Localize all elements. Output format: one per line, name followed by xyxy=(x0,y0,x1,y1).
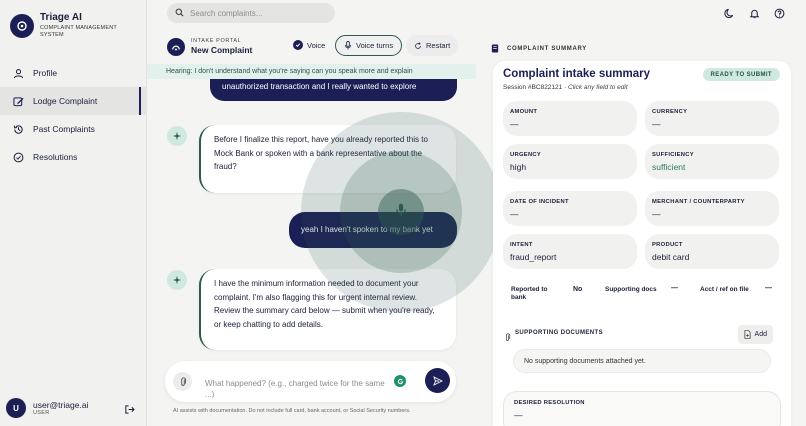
restart-button[interactable] xyxy=(406,35,458,56)
field-urgency[interactable] xyxy=(503,144,637,179)
add-document-button[interactable] xyxy=(738,325,773,344)
supporting-docs-value[interactable]: — xyxy=(671,285,678,292)
page-title: New Complaint xyxy=(191,45,253,55)
field-label: MERCHANT / COUNTERPARTY xyxy=(652,199,745,205)
sparkle-icon xyxy=(167,270,187,290)
field-label: SUFFICIENCY xyxy=(652,152,694,158)
top-actions xyxy=(711,6,786,20)
grammar-assist-icon[interactable] xyxy=(394,375,406,387)
sidebar-item-lodge-complaint[interactable] xyxy=(0,87,147,115)
check-circle-icon xyxy=(12,151,24,163)
search-bar[interactable] xyxy=(167,3,335,23)
bell-icon[interactable] xyxy=(747,6,761,20)
sidebar-item-label: Resolutions xyxy=(33,152,78,162)
field-value: — xyxy=(514,410,523,420)
sidebar-item-profile[interactable] xyxy=(0,59,147,87)
assistant-message: Before I finalize this report, have you already reported this to Mock Bank or spoken with a bank representative about the fraud? xyxy=(199,125,456,193)
microphone-icon xyxy=(344,41,352,50)
user-icon xyxy=(12,67,24,79)
complaint-summary-card xyxy=(493,61,791,426)
field-label: URGENCY xyxy=(510,152,542,158)
field-value: fraud_report xyxy=(510,252,557,262)
message-input[interactable] xyxy=(205,378,391,398)
document-icon xyxy=(491,40,499,58)
portal-label: INTAKE PORTAL xyxy=(191,38,242,44)
logout-icon[interactable] xyxy=(124,402,135,413)
search-input[interactable] xyxy=(190,9,330,18)
summary-flags xyxy=(503,280,783,306)
field-desired-resolution[interactable] xyxy=(503,391,781,426)
field-currency[interactable] xyxy=(645,101,779,136)
summary-section-header: COMPLAINT SUMMARY xyxy=(491,40,587,58)
field-product[interactable] xyxy=(645,234,779,269)
sidebar xyxy=(0,0,147,426)
field-amount[interactable] xyxy=(503,101,637,136)
send-icon xyxy=(433,376,443,386)
restart-label: Restart xyxy=(426,41,451,50)
field-value: — xyxy=(652,119,661,129)
voice-label: Voice xyxy=(307,40,326,50)
field-value: sufficient xyxy=(652,162,686,172)
portal-logo-icon xyxy=(167,38,185,56)
brand-subtitle: COMPLAINT MANAGEMENT SYSTEM xyxy=(40,25,117,38)
field-value: — xyxy=(510,119,519,129)
field-label: DATE OF INCIDENT xyxy=(510,199,569,205)
moon-icon[interactable] xyxy=(722,6,736,20)
voice-turns-button[interactable] xyxy=(335,35,402,56)
field-label: PRODUCT xyxy=(652,242,683,248)
brand-name: Triage AI xyxy=(40,12,82,23)
attach-icon[interactable] xyxy=(173,372,192,391)
sidebar-item-label: Past Complaints xyxy=(33,124,95,134)
sidebar-nav xyxy=(0,59,147,171)
field-value: debit card xyxy=(652,252,690,262)
reported-to-bank-label: Reported to bank xyxy=(511,286,548,301)
supporting-docs-label: Supporting docs xyxy=(605,286,657,293)
history-icon xyxy=(12,123,24,135)
sparkle-icon xyxy=(167,126,187,146)
sidebar-item-resolutions[interactable] xyxy=(0,143,147,171)
user-message: yeah I haven't spoken to my bank yet xyxy=(289,212,457,248)
summary-title: Complaint intake summary xyxy=(503,68,650,80)
user-role: USER xyxy=(33,410,50,416)
acct-ref-label: Acct / ref on file xyxy=(700,286,749,293)
avatar: U xyxy=(6,398,26,418)
brand xyxy=(10,12,136,39)
voice-toggle[interactable] xyxy=(293,40,325,50)
voice-turns-label: Voice turns xyxy=(356,41,394,50)
documents-empty-state: No supporting documents attached yet. xyxy=(513,349,771,373)
assistant-message: I have the minimum information needed to document your complaint. I'm also flagging this for urgent internal review. Review the summary card below — submit when you're ready, or keep chatting to add details. xyxy=(199,269,456,350)
search-icon xyxy=(175,4,184,22)
field-label: AMOUNT xyxy=(510,109,538,115)
sidebar-item-past-complaints[interactable] xyxy=(0,115,147,143)
file-plus-icon xyxy=(744,330,751,339)
disclaimer: AI assists with documentation. Do not include full card, bank account, or Social Security numbers. xyxy=(173,408,411,414)
edit-hint: Click any field to edit xyxy=(568,84,628,91)
session-id: Session #BC822121 · xyxy=(503,84,569,91)
check-icon xyxy=(293,40,303,50)
sidebar-item-label: Profile xyxy=(33,68,58,78)
edit-icon xyxy=(12,95,24,107)
field-label: CURRENCY xyxy=(652,109,688,115)
message-composer xyxy=(165,361,456,402)
field-value: — xyxy=(510,209,519,219)
field-value: high xyxy=(510,162,527,172)
user-message: unauthorized transaction and I really wanted to explore xyxy=(210,79,457,101)
hearing-transcript: Hearing: I don't understand what you're saying can you speak more and explain xyxy=(147,64,476,79)
supporting-documents-header xyxy=(503,324,783,344)
field-date-of-incident[interactable] xyxy=(503,191,637,226)
add-label: Add xyxy=(754,331,767,338)
field-label: INTENT xyxy=(510,242,533,248)
field-merchant[interactable] xyxy=(645,191,779,226)
brand-logo-icon xyxy=(10,14,34,38)
field-value: — xyxy=(652,209,661,219)
status-badge: READY TO SUBMIT xyxy=(703,68,780,81)
chat-header xyxy=(147,32,476,60)
session-info xyxy=(503,84,628,91)
help-icon[interactable] xyxy=(772,6,786,20)
send-button[interactable] xyxy=(425,368,450,393)
restart-icon xyxy=(414,42,422,50)
user-email: user@triage.ai xyxy=(33,400,89,410)
sidebar-item-label: Lodge Complaint xyxy=(33,96,98,106)
field-intent[interactable] xyxy=(503,234,637,269)
field-label: DESIRED RESOLUTION xyxy=(514,400,585,406)
supporting-documents-label: SUPPORTING DOCUMENTS xyxy=(515,330,604,336)
field-sufficiency[interactable] xyxy=(645,144,779,179)
acct-ref-value[interactable]: — xyxy=(765,285,772,292)
topbar xyxy=(147,0,806,28)
reported-to-bank-value[interactable]: No xyxy=(573,286,583,293)
paperclip-icon xyxy=(504,329,511,347)
chat-messages[interactable] xyxy=(147,79,476,356)
user-profile xyxy=(6,398,139,418)
